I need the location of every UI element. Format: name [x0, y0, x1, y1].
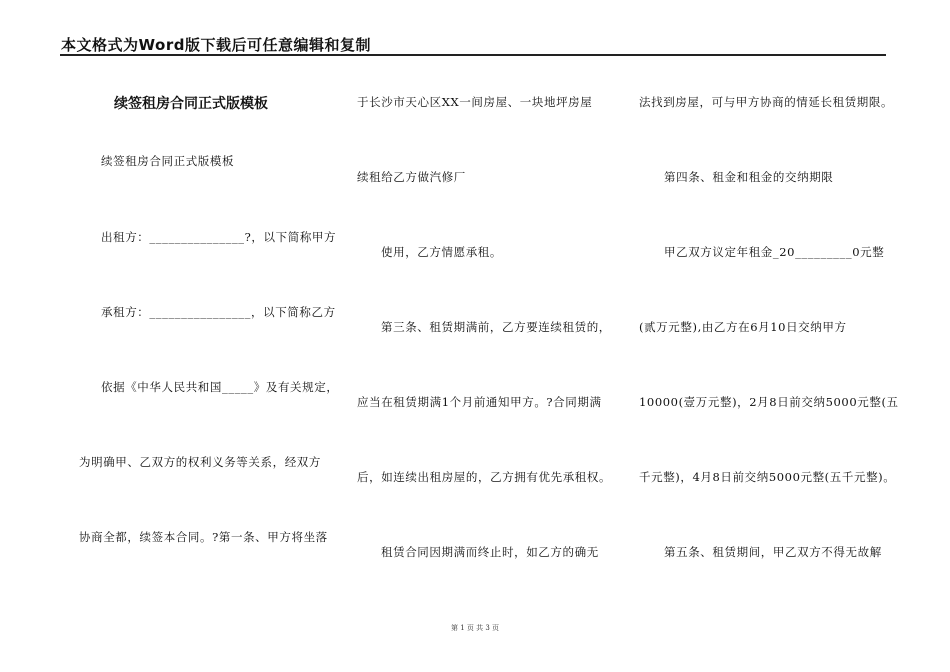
text-line: 依据《中华人民共和国_____》及有关规定，: [101, 380, 339, 394]
text-line: 续签租房合同正式版模板: [101, 154, 235, 168]
text-line: 第四条、租金和租金的交纳期限: [664, 170, 834, 184]
document-title: 续签租房合同正式版模板: [114, 96, 268, 112]
text-line: 第三条、租赁期满前，乙方要连续租赁的，: [381, 320, 611, 334]
text-line: 续租给乙方做汽修厂: [357, 170, 466, 184]
text-line: (贰万元整),由乙方在6月10日交纳甲方: [639, 320, 847, 334]
text-line: 于长沙市天心区XX一间房屋、一块地坪房屋: [357, 95, 593, 109]
text-line: 法找到房屋，可与甲方协商的情延长租赁期限。: [639, 95, 894, 109]
text-line: 租赁合同因期满而终止时，如乙方的确无: [381, 545, 599, 559]
text-line: 千元整)，4月8日前交纳5000元整(五千元整)。: [639, 470, 896, 484]
text-line: 使用，乙方情愿承租。: [381, 245, 502, 259]
text-line: 为明确甲、乙双方的权利义务等关系，经双方: [79, 455, 321, 469]
text-line: 甲乙双方议定年租金_20_________0元整: [664, 245, 885, 259]
text-line: 应当在租赁期满1个月前通知甲方。?合同期满: [357, 395, 602, 409]
text-line: 10000(壹万元整)，2月8日前交纳5000元整(五: [639, 395, 899, 409]
header-divider: [60, 54, 886, 56]
page-number: 第 1 页 共 3 页: [450, 624, 500, 632]
text-line: 出租方：_______________?，以下简称甲方: [101, 230, 337, 244]
text-line: 第五条、租赁期间，甲乙双方不得无故解: [664, 545, 882, 559]
document-header: 本文格式为Word版下载后可任意编辑和复制: [61, 36, 371, 54]
text-line: 协商全都，续签本合同。?第一条、甲方将坐落: [79, 530, 328, 544]
text-line: 承租方：________________，以下简称乙方: [101, 305, 336, 319]
text-line: 后，如连续出租房屋的，乙方拥有优先承租权。: [357, 470, 612, 484]
